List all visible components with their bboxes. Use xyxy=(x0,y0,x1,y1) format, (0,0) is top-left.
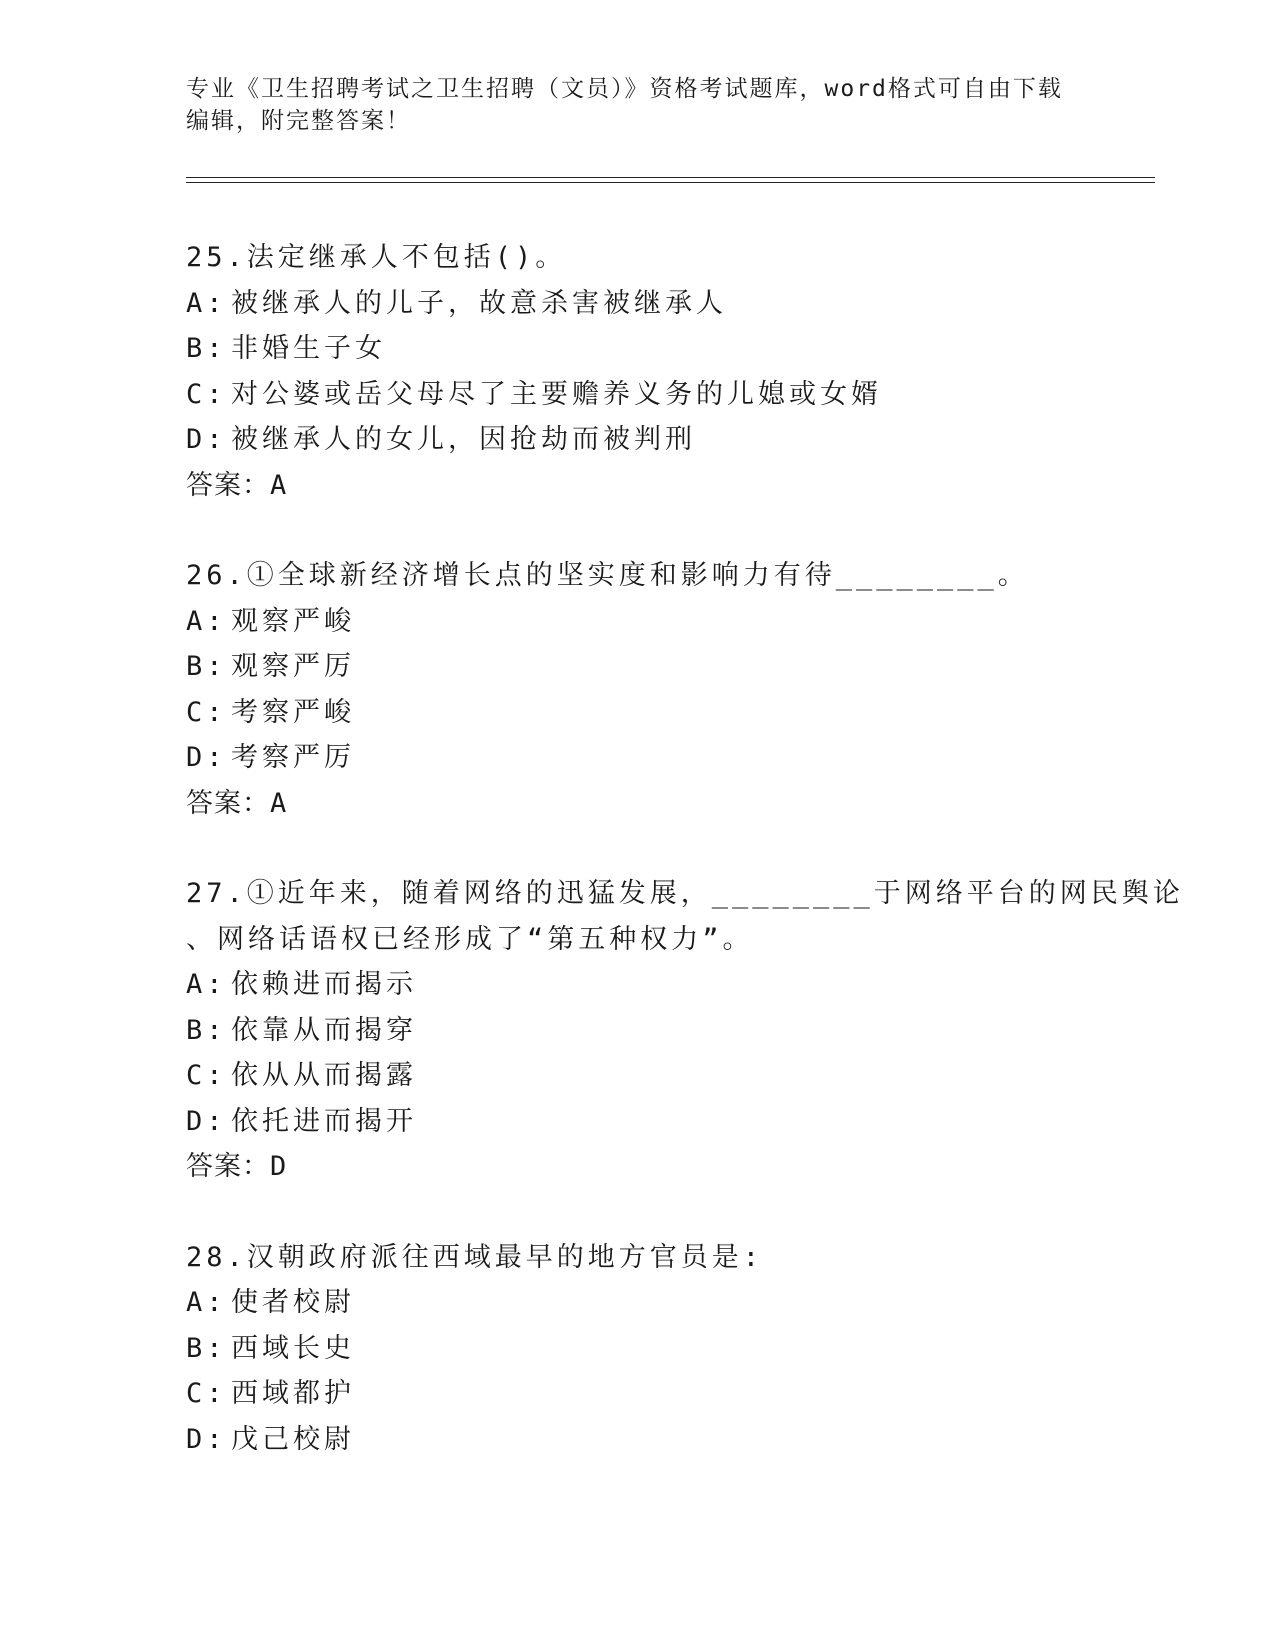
question-stem xyxy=(186,235,1146,281)
answer-line xyxy=(186,1144,1146,1190)
answer-label: 答案： xyxy=(186,787,270,819)
option-text: 对公婆或岳父母尽了主要赡养义务的儿媳或女婿 xyxy=(231,378,882,410)
option-a xyxy=(186,1280,1146,1326)
option-letter: C: xyxy=(186,378,227,410)
option-letter: C: xyxy=(186,696,227,728)
option-letter: A: xyxy=(186,605,227,637)
question-stem-line: 27.①近年来，随着网络的迅猛发展，________于网络平台的网民舆论 xyxy=(186,878,1184,909)
option-letter: D: xyxy=(186,742,227,773)
option-text: 被继承人的女儿，因抢劫而被判刑 xyxy=(231,424,696,455)
header-note-line: 专业《卫生招聘考试之卫生招聘（文员）》资格考试题库，word格式可自由下载 xyxy=(186,76,1063,102)
option-text: 观察严厉 xyxy=(231,651,355,682)
option-text: 西域都护 xyxy=(231,1378,355,1409)
option-a xyxy=(186,962,1146,1008)
question-stem xyxy=(186,871,1184,962)
option-text: 考察严厉 xyxy=(231,742,355,773)
option-letter: B: xyxy=(186,1014,227,1046)
option-letter: A: xyxy=(186,287,227,319)
option-letter: A: xyxy=(186,1287,227,1318)
option-b xyxy=(186,1008,1146,1054)
question-list xyxy=(186,235,1184,1507)
option-text: 依赖进而揭示 xyxy=(231,969,417,1000)
option-letter: B: xyxy=(186,333,227,364)
option-c xyxy=(186,1053,1146,1099)
option-letter: C: xyxy=(186,1378,227,1409)
option-text: 西域长史 xyxy=(231,1332,355,1364)
option-d xyxy=(186,1099,1146,1145)
option-text: 考察严峻 xyxy=(231,696,355,728)
option-letter: B: xyxy=(186,651,227,682)
option-text: 依托进而揭开 xyxy=(231,1105,417,1137)
option-letter: C: xyxy=(186,1060,227,1091)
option-text: 戊己校尉 xyxy=(231,1423,355,1455)
option-c xyxy=(186,690,1146,736)
header-divider-bottom xyxy=(186,182,1155,183)
option-b xyxy=(186,326,1146,372)
option-d xyxy=(186,1417,1146,1463)
option-text: 观察严峻 xyxy=(231,605,355,637)
option-letter: D: xyxy=(186,424,227,455)
header-note-line: 编辑，附完整答案！ xyxy=(186,108,411,134)
question-item xyxy=(186,553,1146,826)
option-c xyxy=(186,372,1146,418)
answer-line xyxy=(186,463,1146,509)
header-divider-top xyxy=(186,177,1155,178)
question-item xyxy=(186,235,1146,508)
question-item xyxy=(186,871,1184,1190)
question-stem xyxy=(186,553,1146,599)
answer-label: 答案： xyxy=(186,1151,270,1182)
option-b xyxy=(186,1326,1146,1372)
option-a xyxy=(186,599,1146,645)
answer-label: 答案： xyxy=(186,469,270,501)
question-stem-line: 26.①全球新经济增长点的坚实度和影响力有待________。 xyxy=(186,560,1029,591)
option-b xyxy=(186,644,1146,690)
answer-value: D xyxy=(270,1151,288,1182)
option-letter: A: xyxy=(186,969,227,1000)
option-text: 依靠从而揭穿 xyxy=(231,1014,417,1046)
option-text: 依从从而揭露 xyxy=(231,1060,417,1091)
option-c xyxy=(186,1371,1146,1417)
option-d xyxy=(186,735,1146,781)
question-item xyxy=(186,1235,1146,1463)
option-d xyxy=(186,417,1146,463)
answer-line xyxy=(186,781,1146,827)
answer-value: A xyxy=(270,787,288,819)
option-text: 被继承人的儿子，故意杀害被继承人 xyxy=(231,287,727,319)
option-letter: D: xyxy=(186,1105,227,1137)
question-stem xyxy=(186,1235,1146,1281)
header-note xyxy=(186,73,1066,137)
answer-value: A xyxy=(270,469,288,501)
option-letter: D: xyxy=(186,1423,227,1455)
question-stem-line: 25.法定继承人不包括()。 xyxy=(186,242,567,273)
option-a xyxy=(186,281,1146,327)
option-text: 非婚生子女 xyxy=(231,333,386,364)
question-stem-line: 、网络话语权已经形成了“第五种权力”。 xyxy=(186,923,754,955)
option-text: 使者校尉 xyxy=(231,1287,355,1318)
question-stem-line: 28.汉朝政府派往西域最早的地方官员是: xyxy=(186,1241,764,1273)
option-letter: B: xyxy=(186,1332,227,1364)
